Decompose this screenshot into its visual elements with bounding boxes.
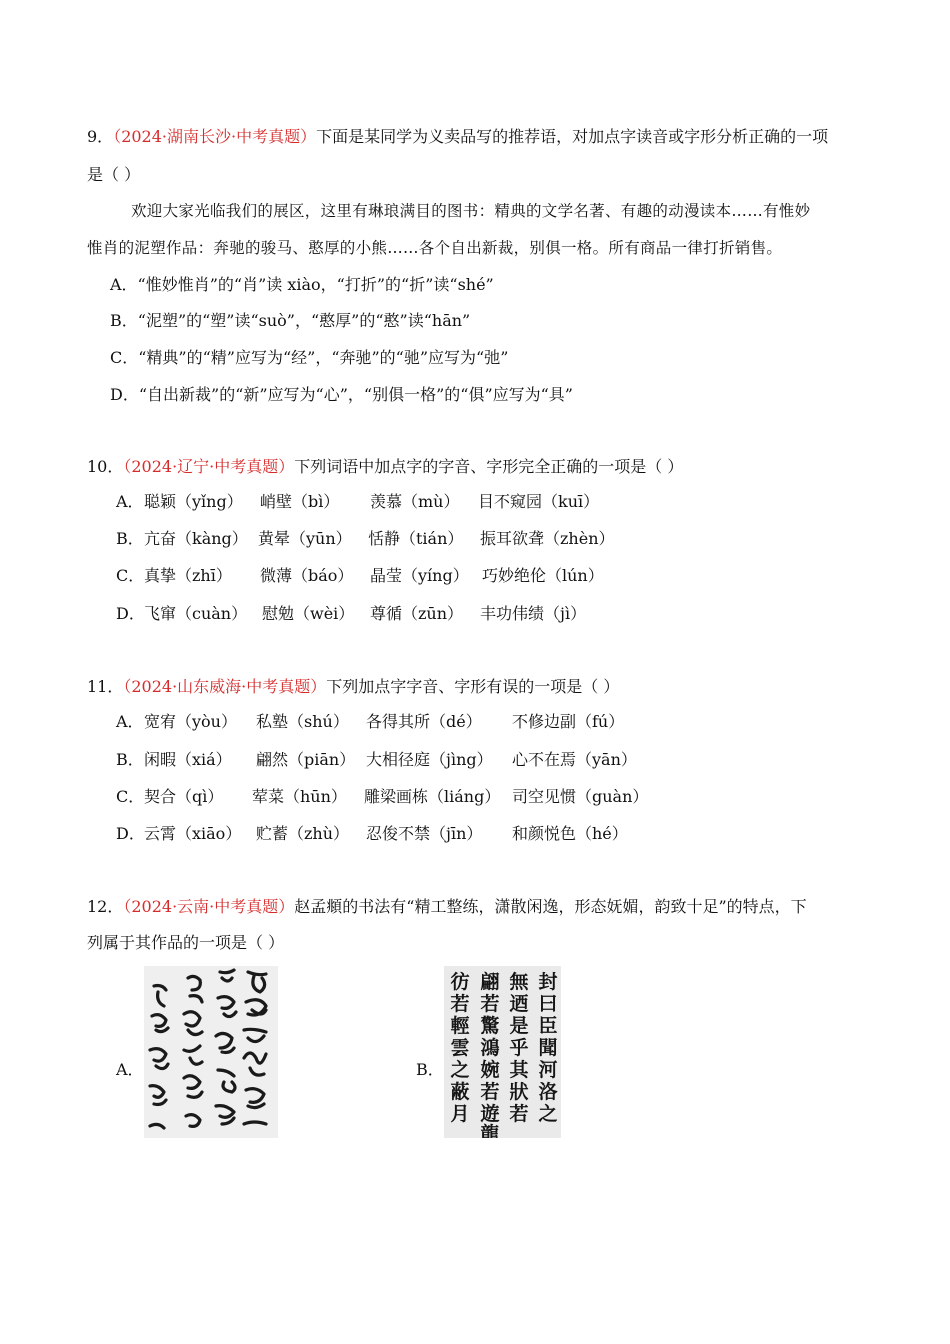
option-item: 各得其所（dé） (366, 712, 482, 731)
question-10-stem (87, 456, 683, 478)
option-item: 真挚（zhī） (144, 566, 232, 585)
calligraphy-column-4 (538, 971, 557, 1125)
glyph: 曰 (538, 993, 558, 1015)
option-label: B． (116, 529, 144, 548)
glyph: 封 (538, 971, 558, 993)
cursive-calligraphy-icon (144, 966, 278, 1138)
option-item: 亢奋（kàng） (144, 529, 248, 548)
option-label: C． (116, 566, 145, 585)
option-item: 契合（qì） (144, 787, 224, 806)
question-text: 下列词语中加点字的字音、字形完全正确的一项是（ ） (294, 457, 684, 476)
option-label: D． (116, 604, 145, 623)
option-label: C． (116, 787, 145, 806)
option-item: 翩然（piān） (256, 750, 356, 769)
glyph: 是 (509, 1015, 529, 1037)
option-item: 忍俊不禁（jīn） (366, 824, 483, 843)
option-item: 丰功伟绩（jì） (480, 604, 587, 623)
option-item: 聪颖（yǐng） (144, 492, 243, 511)
question-number: 11． (87, 677, 124, 696)
glyph: 彷 (450, 971, 470, 993)
option-item: 荤菜（hūn） (252, 787, 347, 806)
question-text: 下列加点字字音、字形有误的一项是（ ） (326, 677, 620, 696)
glyph: 鴻 (480, 1037, 500, 1059)
glyph: 迺 (509, 993, 529, 1015)
q12-option-a-calligraphy-image[interactable] (144, 966, 278, 1138)
option-item: 巧妙绝伦（lún） (482, 566, 604, 585)
glyph: 聞 (538, 1037, 558, 1059)
option-item: 黄晕（yūn） (258, 529, 352, 548)
glyph: 乎 (509, 1037, 529, 1059)
glyph: 龍 (480, 1123, 500, 1138)
glyph: 婉 (480, 1059, 500, 1081)
option-label: B． (116, 750, 144, 769)
option-item: 和颜悦色（hé） (512, 824, 628, 843)
q9-option-b[interactable]: B．“泥塑”的“塑”读“suò”，“憨厚”的“憨”读“hān” (110, 311, 471, 330)
option-label: A． (116, 492, 144, 511)
glyph: 臣 (538, 1015, 558, 1037)
question-number: 9． (87, 127, 114, 146)
option-item: 微薄（báo） (260, 566, 354, 585)
glyph: 若 (480, 993, 500, 1015)
question-source: （2024·山东威海·中考真题） (123, 677, 327, 696)
glyph: 其 (509, 1059, 529, 1081)
option-item: 晶莹（yíng） (370, 566, 469, 585)
q12-option-b-label[interactable]: B． (416, 1060, 444, 1079)
option-item: 宽宥（yòu） (144, 712, 237, 731)
option-item: 尊循（zūn） (370, 604, 464, 623)
option-item: 心不在焉（yān） (512, 750, 637, 769)
option-item: 目不窥园（kuī） (478, 492, 600, 511)
glyph: 若 (480, 1081, 500, 1103)
glyph: 若 (450, 993, 470, 1015)
option-item: 司空见惯（guàn） (512, 787, 649, 806)
option-item: 恬静（tián） (368, 529, 464, 548)
option-item: 峭壁（bì） (260, 492, 340, 511)
glyph: 月 (450, 1103, 470, 1125)
q9-option-d[interactable]: D．“自出新裁”的“新”应写为“心”，“别俱一格”的“俱”应写为“具” (110, 385, 573, 404)
glyph: 雲 (450, 1037, 470, 1059)
question-12-stem (87, 896, 807, 918)
q12-option-b-calligraphy-image[interactable] (444, 966, 561, 1138)
question-9-stem (87, 126, 828, 148)
question-source: （2024·辽宁·中考真题） (123, 457, 295, 476)
glyph: 翩 (480, 971, 500, 993)
glyph: 若 (509, 1103, 529, 1125)
option-label: A． (116, 712, 144, 731)
q9-passage-line-1: 欢迎大家光临我们的展区，这里有琳琅满目的图书：精典的文学名著、有趣的动漫读本……有惟妙 (131, 202, 811, 220)
question-source: （2024·云南·中考真题） (123, 897, 295, 916)
q9-passage-line-2: 惟肖的泥塑作品：奔驰的骏马、憨厚的小熊……各个自出新裁，别俱一格。所有商品一律打折销售。 (87, 239, 783, 257)
regular-script-calligraphy-icon (444, 966, 561, 1138)
option-item: 云霄（xiāo） (144, 824, 242, 843)
glyph: 之 (450, 1059, 470, 1081)
option-label: D． (116, 824, 145, 843)
glyph: 無 (509, 971, 529, 993)
question-12-stem-cont: 列属于其作品的一项是（ ） (87, 933, 285, 952)
glyph: 遊 (480, 1103, 500, 1125)
calligraphy-column-1 (450, 970, 469, 1125)
q12-option-a-label[interactable]: A． (116, 1060, 144, 1079)
question-9-stem-cont: 是（ ） (87, 165, 141, 184)
option-item: 大相径庭（jìng） (366, 750, 493, 769)
question-text: 赵孟頫的书法有“精工整练，潇散闲逸，形态妩媚，韵致十足”的特点，下 (294, 897, 807, 916)
question-number: 10． (87, 457, 124, 476)
option-item: 羡慕（mù） (370, 492, 460, 511)
option-item: 飞窜（cuàn） (144, 604, 248, 623)
option-item: 闲暇（xiá） (144, 750, 232, 769)
calligraphy-column-3 (509, 970, 529, 1125)
q9-option-c[interactable]: C．“精典”的“精”应写为“经”，“奔驰”的“驰”应写为“弛” (110, 348, 509, 367)
question-11-stem (87, 676, 619, 698)
option-item: 慰勉（wèi） (262, 604, 355, 623)
calligraphy-column-2 (479, 970, 500, 1138)
question-text: 下面是某同学为义卖品写的推荐语，对加点字读音或字形分析正确的一项 (316, 127, 829, 146)
option-item: 不修边副（fú） (512, 712, 625, 731)
question-source: （2024·湖南长沙·中考真题） (113, 127, 317, 146)
glyph: 輕 (450, 1015, 470, 1037)
glyph: 狀 (509, 1081, 529, 1103)
option-item: 振耳欲聋（zhèn） (480, 529, 615, 548)
question-number: 12． (87, 897, 124, 916)
q9-option-a[interactable]: A．“惟妙惟肖”的“肖”读 xiào，“打折”的“折”读“shé” (110, 275, 494, 294)
glyph: 驚 (480, 1015, 500, 1037)
glyph: 河 (538, 1059, 558, 1081)
glyph: 之 (538, 1103, 558, 1125)
option-item: 贮蓄（zhù） (256, 824, 350, 843)
glyph: 洛 (538, 1081, 558, 1103)
option-item: 雕梁画栋（liáng） (364, 787, 501, 806)
glyph: 蔽 (450, 1081, 470, 1103)
option-item: 私塾（shú） (256, 712, 349, 731)
